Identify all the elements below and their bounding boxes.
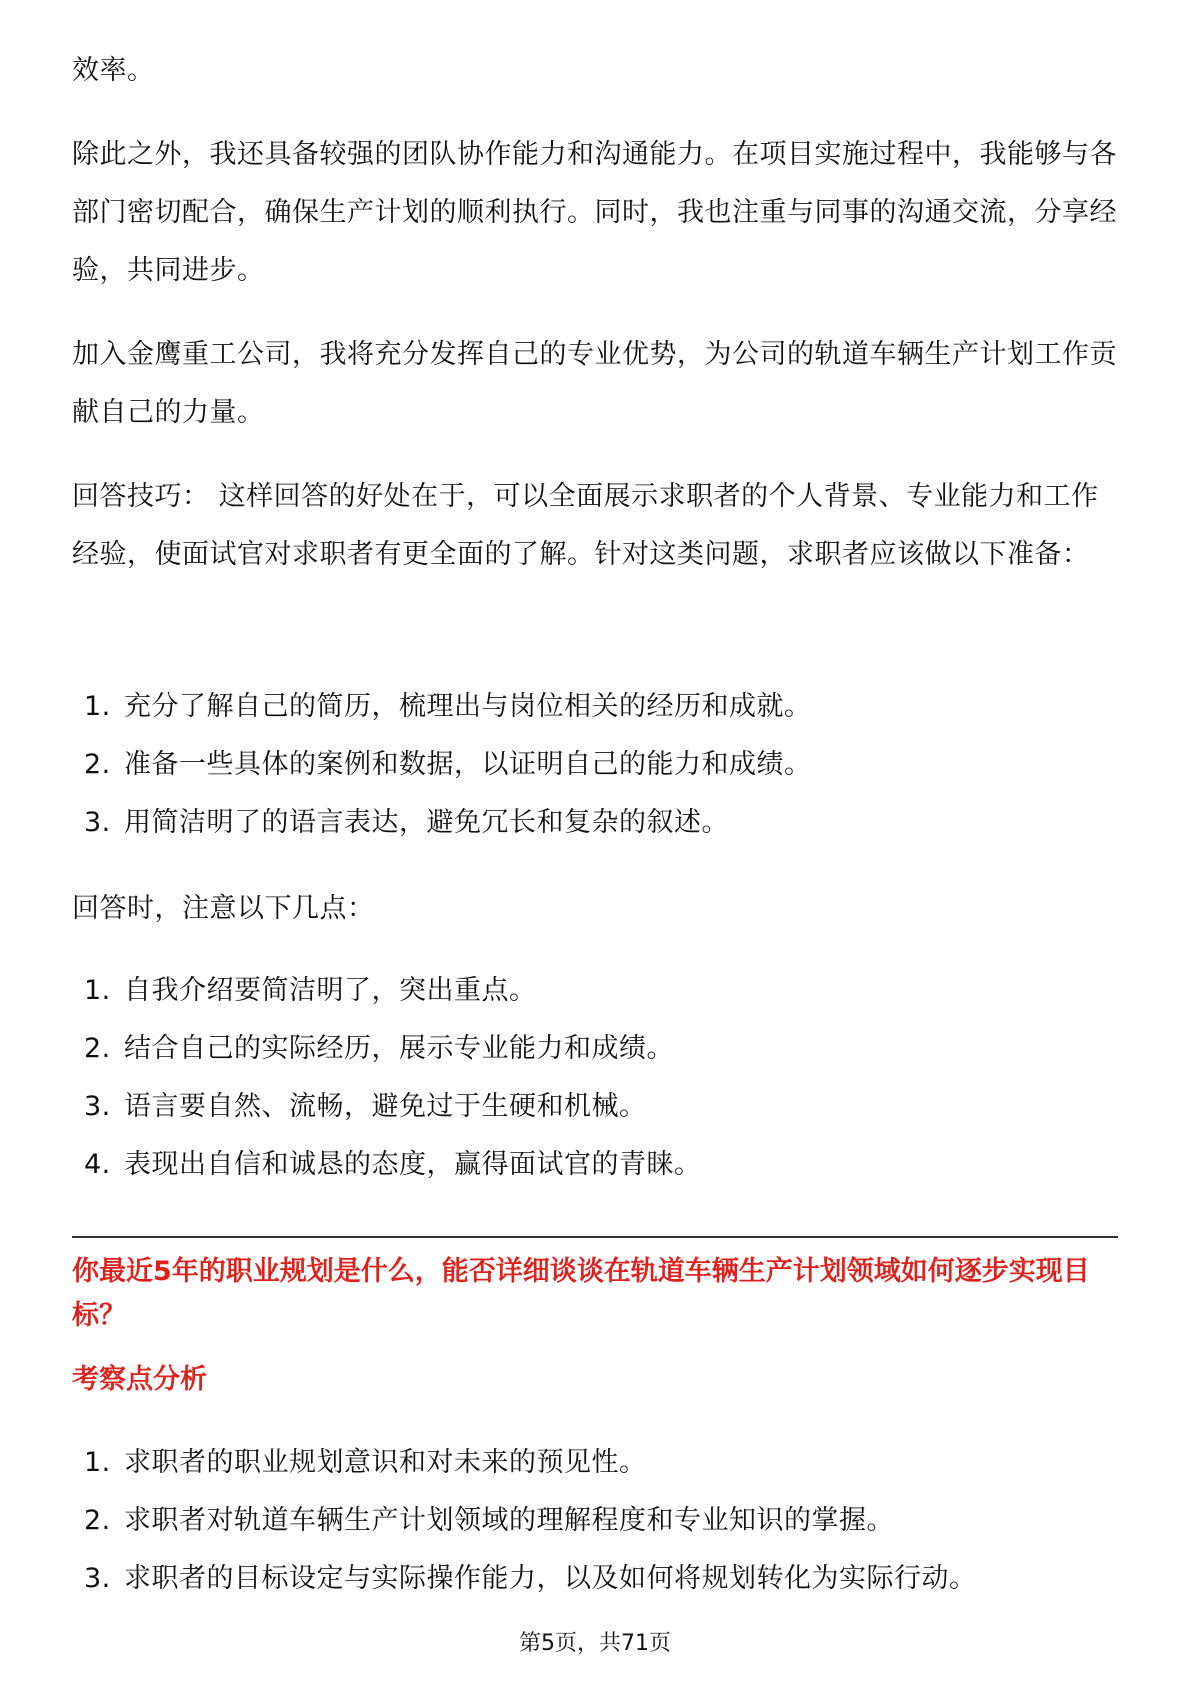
list-item-text: 准备一些具体的案例和数据，以证明自己的能力和成绩。 bbox=[124, 749, 812, 780]
notes-list bbox=[84, 962, 702, 1194]
list-item-text: 充分了解自己的简历，梳理出与岗位相关的经历和成就。 bbox=[124, 691, 812, 722]
list-number: 1. bbox=[84, 691, 111, 722]
list-number: 2. bbox=[84, 1033, 111, 1064]
section-divider bbox=[72, 1236, 1118, 1238]
list-item bbox=[84, 1434, 977, 1492]
answer-tips-paragraph: 回答技巧： 这样回答的好处在于，可以全面展示求职者的个人背景、专业能力和工作经验，使面试官对求职者有更全面的了解。针对这类问题，求职者应该做以下准备： bbox=[72, 481, 1099, 570]
list-number: 2. bbox=[84, 749, 111, 780]
analysis-list bbox=[84, 1434, 977, 1608]
list-number: 3. bbox=[84, 807, 111, 838]
list-item bbox=[84, 1492, 977, 1550]
list-item bbox=[84, 962, 702, 1020]
list-item-text: 求职者的职业规划意识和对未来的预见性。 bbox=[124, 1447, 647, 1478]
list-item bbox=[84, 1020, 702, 1078]
list-item-text: 求职者的目标设定与实际操作能力，以及如何将规划转化为实际行动。 bbox=[124, 1563, 977, 1594]
paragraph-2: 除此之外，我还具备较强的团队协作能力和沟通能力。在项目实施过程中，我能够与各部门密切配合，确保生产计划的顺利执行。同时，我也注重与同事的沟通交流，分享经验，共同进步。 bbox=[72, 139, 1117, 286]
list-item-text: 语言要自然、流畅，避免过于生硬和机械。 bbox=[124, 1091, 647, 1122]
page-footer: 第5页，共71页 bbox=[519, 1631, 671, 1656]
paragraph-1: 效率。 bbox=[72, 55, 155, 86]
list-item-text: 自我介绍要简洁明了，突出重点。 bbox=[124, 975, 537, 1006]
list-number: 4. bbox=[84, 1149, 111, 1180]
analysis-subheading: 考察点分析 bbox=[72, 1364, 207, 1395]
list-number: 2. bbox=[84, 1505, 111, 1536]
list-item bbox=[84, 794, 812, 852]
paragraph-3: 加入金鹰重工公司，我将充分发挥自己的专业优势，为公司的轨道车辆生产计划工作贡献自己的力量。 bbox=[72, 339, 1117, 428]
list-number: 1. bbox=[84, 975, 111, 1006]
list-number: 3. bbox=[84, 1563, 111, 1594]
list-number: 1. bbox=[84, 1447, 111, 1478]
preparation-list bbox=[84, 678, 812, 852]
question-heading: 你最近5年的职业规划是什么，能否详细谈谈在轨道车辆生产计划领域如何逐步实现目标？ bbox=[72, 1256, 1090, 1331]
list-item bbox=[84, 1078, 702, 1136]
list-item-text: 结合自己的实际经历，展示专业能力和成绩。 bbox=[124, 1033, 674, 1064]
list-item bbox=[84, 736, 812, 794]
list-number: 3. bbox=[84, 1091, 111, 1122]
list-item bbox=[84, 1136, 702, 1194]
list-item bbox=[84, 678, 812, 736]
list-item-text: 求职者对轨道车辆生产计划领域的理解程度和专业知识的掌握。 bbox=[124, 1505, 894, 1536]
paragraph-notes-intro: 回答时，注意以下几点： bbox=[72, 893, 375, 924]
list-item-text: 用简洁明了的语言表达，避免冗长和复杂的叙述。 bbox=[124, 807, 729, 838]
list-item-text: 表现出自信和诚恳的态度，赢得面试官的青睐。 bbox=[124, 1149, 702, 1180]
list-item bbox=[84, 1550, 977, 1608]
